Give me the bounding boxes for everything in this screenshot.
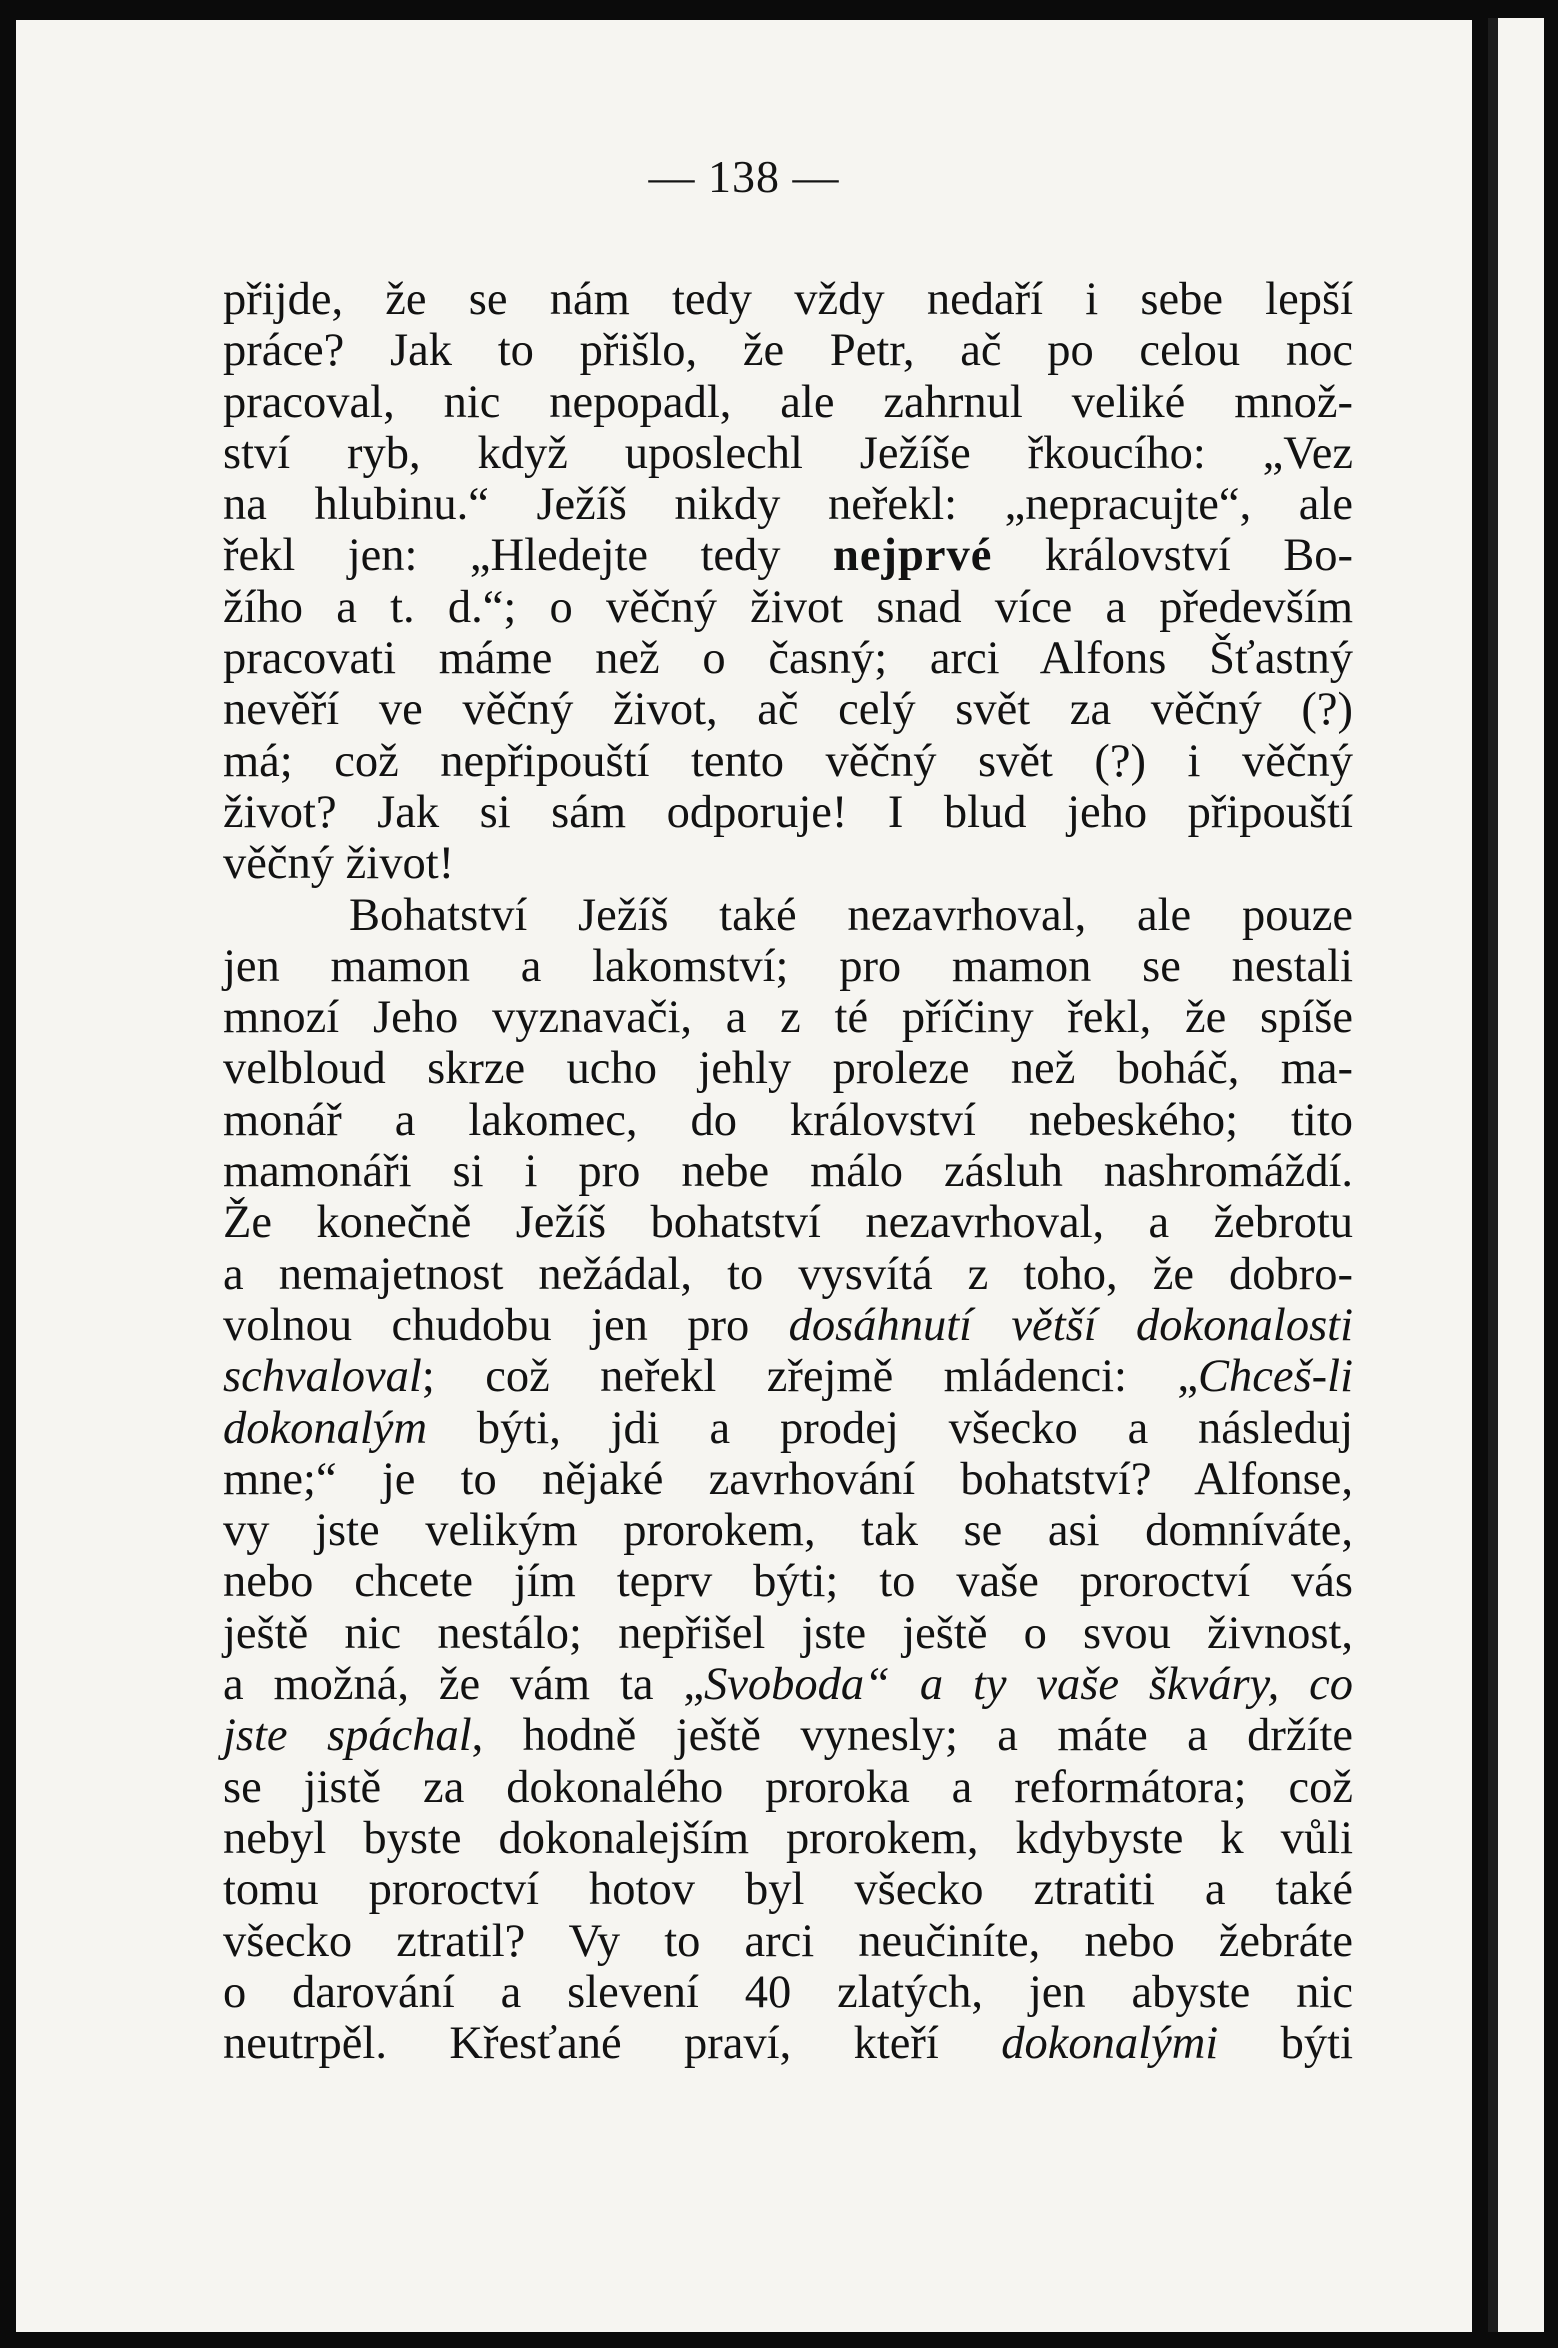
adjacent-page-edge bbox=[1488, 18, 1544, 2332]
text-segment: velbloud skrze ucho jehly proleze než boháč, ma- bbox=[223, 1043, 1353, 1095]
text-segment: volnou chudobu jen pro bbox=[223, 1299, 789, 1351]
text-segment: býti bbox=[1218, 2018, 1353, 2070]
text-segment: , hodně ještě vynesly; a máte a držíte bbox=[471, 1710, 1354, 1762]
text-line bbox=[223, 1608, 1353, 1659]
text-segment: všecko ztratil? Vy to arci neučiníte, nebo žebráte bbox=[223, 1915, 1353, 1967]
italic-text-segment: dokonalými bbox=[1001, 2018, 1219, 2070]
page-body-text bbox=[223, 274, 1353, 2069]
book-page bbox=[16, 20, 1472, 2332]
text-segment: nebo chcete jím teprv býti; to vaše proroctví vás bbox=[223, 1556, 1353, 1608]
text-segment: tomu proroctví hotov byl všecko ztratiti a také bbox=[223, 1864, 1353, 1916]
text-line bbox=[223, 1864, 1353, 1915]
text-line bbox=[223, 274, 1353, 325]
text-line bbox=[223, 890, 1353, 941]
page-gutter-shadow bbox=[1488, 18, 1498, 2332]
text-line bbox=[223, 1351, 1353, 1402]
text-line bbox=[223, 787, 1353, 838]
text-segment: ; což neřekl zřejmě mládenci: „ bbox=[421, 1351, 1199, 1403]
text-segment: mne;“ je to nějaké zavrhování bohatství? Alfonse, bbox=[223, 1453, 1353, 1505]
text-line bbox=[223, 1454, 1353, 1505]
text-segment: na hlubinu.“ Ježíš nikdy neřekl: „nepracujte“, ale bbox=[223, 479, 1353, 531]
italic-text-segment: schvaloval bbox=[223, 1351, 422, 1403]
text-segment: ještě nic nestálo; nepřišel jste ještě o svou živnost, bbox=[223, 1607, 1353, 1659]
text-line bbox=[223, 992, 1353, 1043]
text-segment: se jistě za dokonalého proroka a reformátora; což bbox=[223, 1761, 1353, 1813]
text-line bbox=[223, 1146, 1353, 1197]
text-segment: přijde, že se nám tedy vždy nedaří i sebe lepší bbox=[223, 274, 1353, 325]
text-line bbox=[223, 1556, 1353, 1607]
text-line bbox=[223, 736, 1353, 787]
text-segment: království Bo- bbox=[992, 530, 1353, 582]
text-segment: nevěří ve věčný život, ač celý svět za věčný (?) bbox=[223, 684, 1353, 736]
text-segment: žího a t. d.“; o věčný život snad více a především bbox=[223, 581, 1353, 633]
text-line bbox=[223, 530, 1353, 581]
text-segment: vy jste velikým prorokem, tak se asi domníváte, bbox=[223, 1505, 1353, 1557]
text-line bbox=[223, 1916, 1353, 1967]
text-line bbox=[223, 1505, 1353, 1556]
text-line bbox=[223, 1967, 1353, 2018]
italic-text-segment: dosáhnutí větší dokonalosti bbox=[788, 1299, 1353, 1351]
italic-text-segment: dokonalým bbox=[223, 1402, 428, 1454]
text-line bbox=[223, 2018, 1353, 2069]
text-segment: život? Jak si sám odporuje! I blud jeho připouští bbox=[223, 786, 1353, 838]
text-segment: mamonáři si i pro nebe málo zásluh nashromáždí. bbox=[223, 1146, 1353, 1198]
text-line bbox=[223, 941, 1353, 992]
text-segment: mnozí Jeho vyznavači, a z té příčiny řekl, že spíše bbox=[223, 992, 1353, 1044]
italic-text-segment: jste spáchal bbox=[223, 1710, 472, 1762]
text-line bbox=[223, 377, 1353, 428]
text-line bbox=[223, 325, 1353, 376]
text-segment: Bohatství Ježíš také nezavrhoval, ale pouze bbox=[349, 889, 1353, 941]
text-segment: býti, jdi a prodej všecko a následuj bbox=[427, 1402, 1353, 1454]
text-segment: neutrpěl. Křesťané praví, kteří bbox=[223, 2018, 1002, 2070]
text-segment: a možná, že vám ta „ bbox=[223, 1659, 704, 1711]
text-line bbox=[223, 1300, 1353, 1351]
text-segment: pracovati máme než o časný; arci Alfons Šťastný bbox=[223, 633, 1353, 685]
text-segment: jen mamon a lakomství; pro mamon se nestali bbox=[223, 940, 1353, 992]
text-line bbox=[223, 1403, 1353, 1454]
text-line bbox=[223, 1249, 1353, 1300]
text-line bbox=[223, 633, 1353, 684]
text-segment: Že konečně Ježíš bohatství nezavrhoval, a žebrotu bbox=[223, 1197, 1353, 1249]
text-segment: o darování a slevení 40 zlatých, jen abyste nic bbox=[223, 1966, 1353, 2018]
text-segment: řekl jen: „Hledejte tedy bbox=[223, 530, 833, 582]
text-line bbox=[223, 479, 1353, 530]
text-segment: a nemajetnost nežádal, to vysvítá z toho, že dobro- bbox=[223, 1248, 1353, 1300]
text-segment: nebyl byste dokonalejším prorokem, kdybyste k vůli bbox=[223, 1812, 1353, 1864]
text-line bbox=[223, 1659, 1353, 1710]
page-number: — 138 — bbox=[648, 151, 840, 202]
text-segment: monář a lakomec, do království nebeského; tito bbox=[223, 1094, 1353, 1146]
text-line bbox=[223, 428, 1353, 479]
text-segment: ství ryb, když uposlechl Ježíše řkoucího: „Vez bbox=[223, 427, 1353, 479]
text-line bbox=[223, 1095, 1353, 1146]
text-line bbox=[223, 1197, 1353, 1248]
bold-text-segment: nejprvé bbox=[833, 530, 993, 582]
text-segment: pracoval, nic nepopadl, ale zahrnul veliké množ- bbox=[223, 376, 1353, 428]
text-line bbox=[223, 1813, 1353, 1864]
text-line bbox=[223, 1710, 1353, 1761]
text-segment: má; což nepřipouští tento věčný svět (?) i věčný bbox=[223, 735, 1353, 787]
text-segment: práce? Jak to přišlo, že Petr, ač po celou noc bbox=[223, 325, 1353, 377]
italic-text-segment: Svoboda“ a ty vaše škváry, co bbox=[704, 1659, 1353, 1711]
text-line bbox=[223, 1762, 1353, 1813]
text-segment: věčný život! bbox=[223, 838, 455, 890]
italic-text-segment: Chceš-li bbox=[1198, 1351, 1353, 1403]
text-line bbox=[223, 1043, 1353, 1094]
text-line bbox=[223, 582, 1353, 633]
text-line bbox=[223, 838, 1353, 889]
text-line bbox=[223, 684, 1353, 735]
